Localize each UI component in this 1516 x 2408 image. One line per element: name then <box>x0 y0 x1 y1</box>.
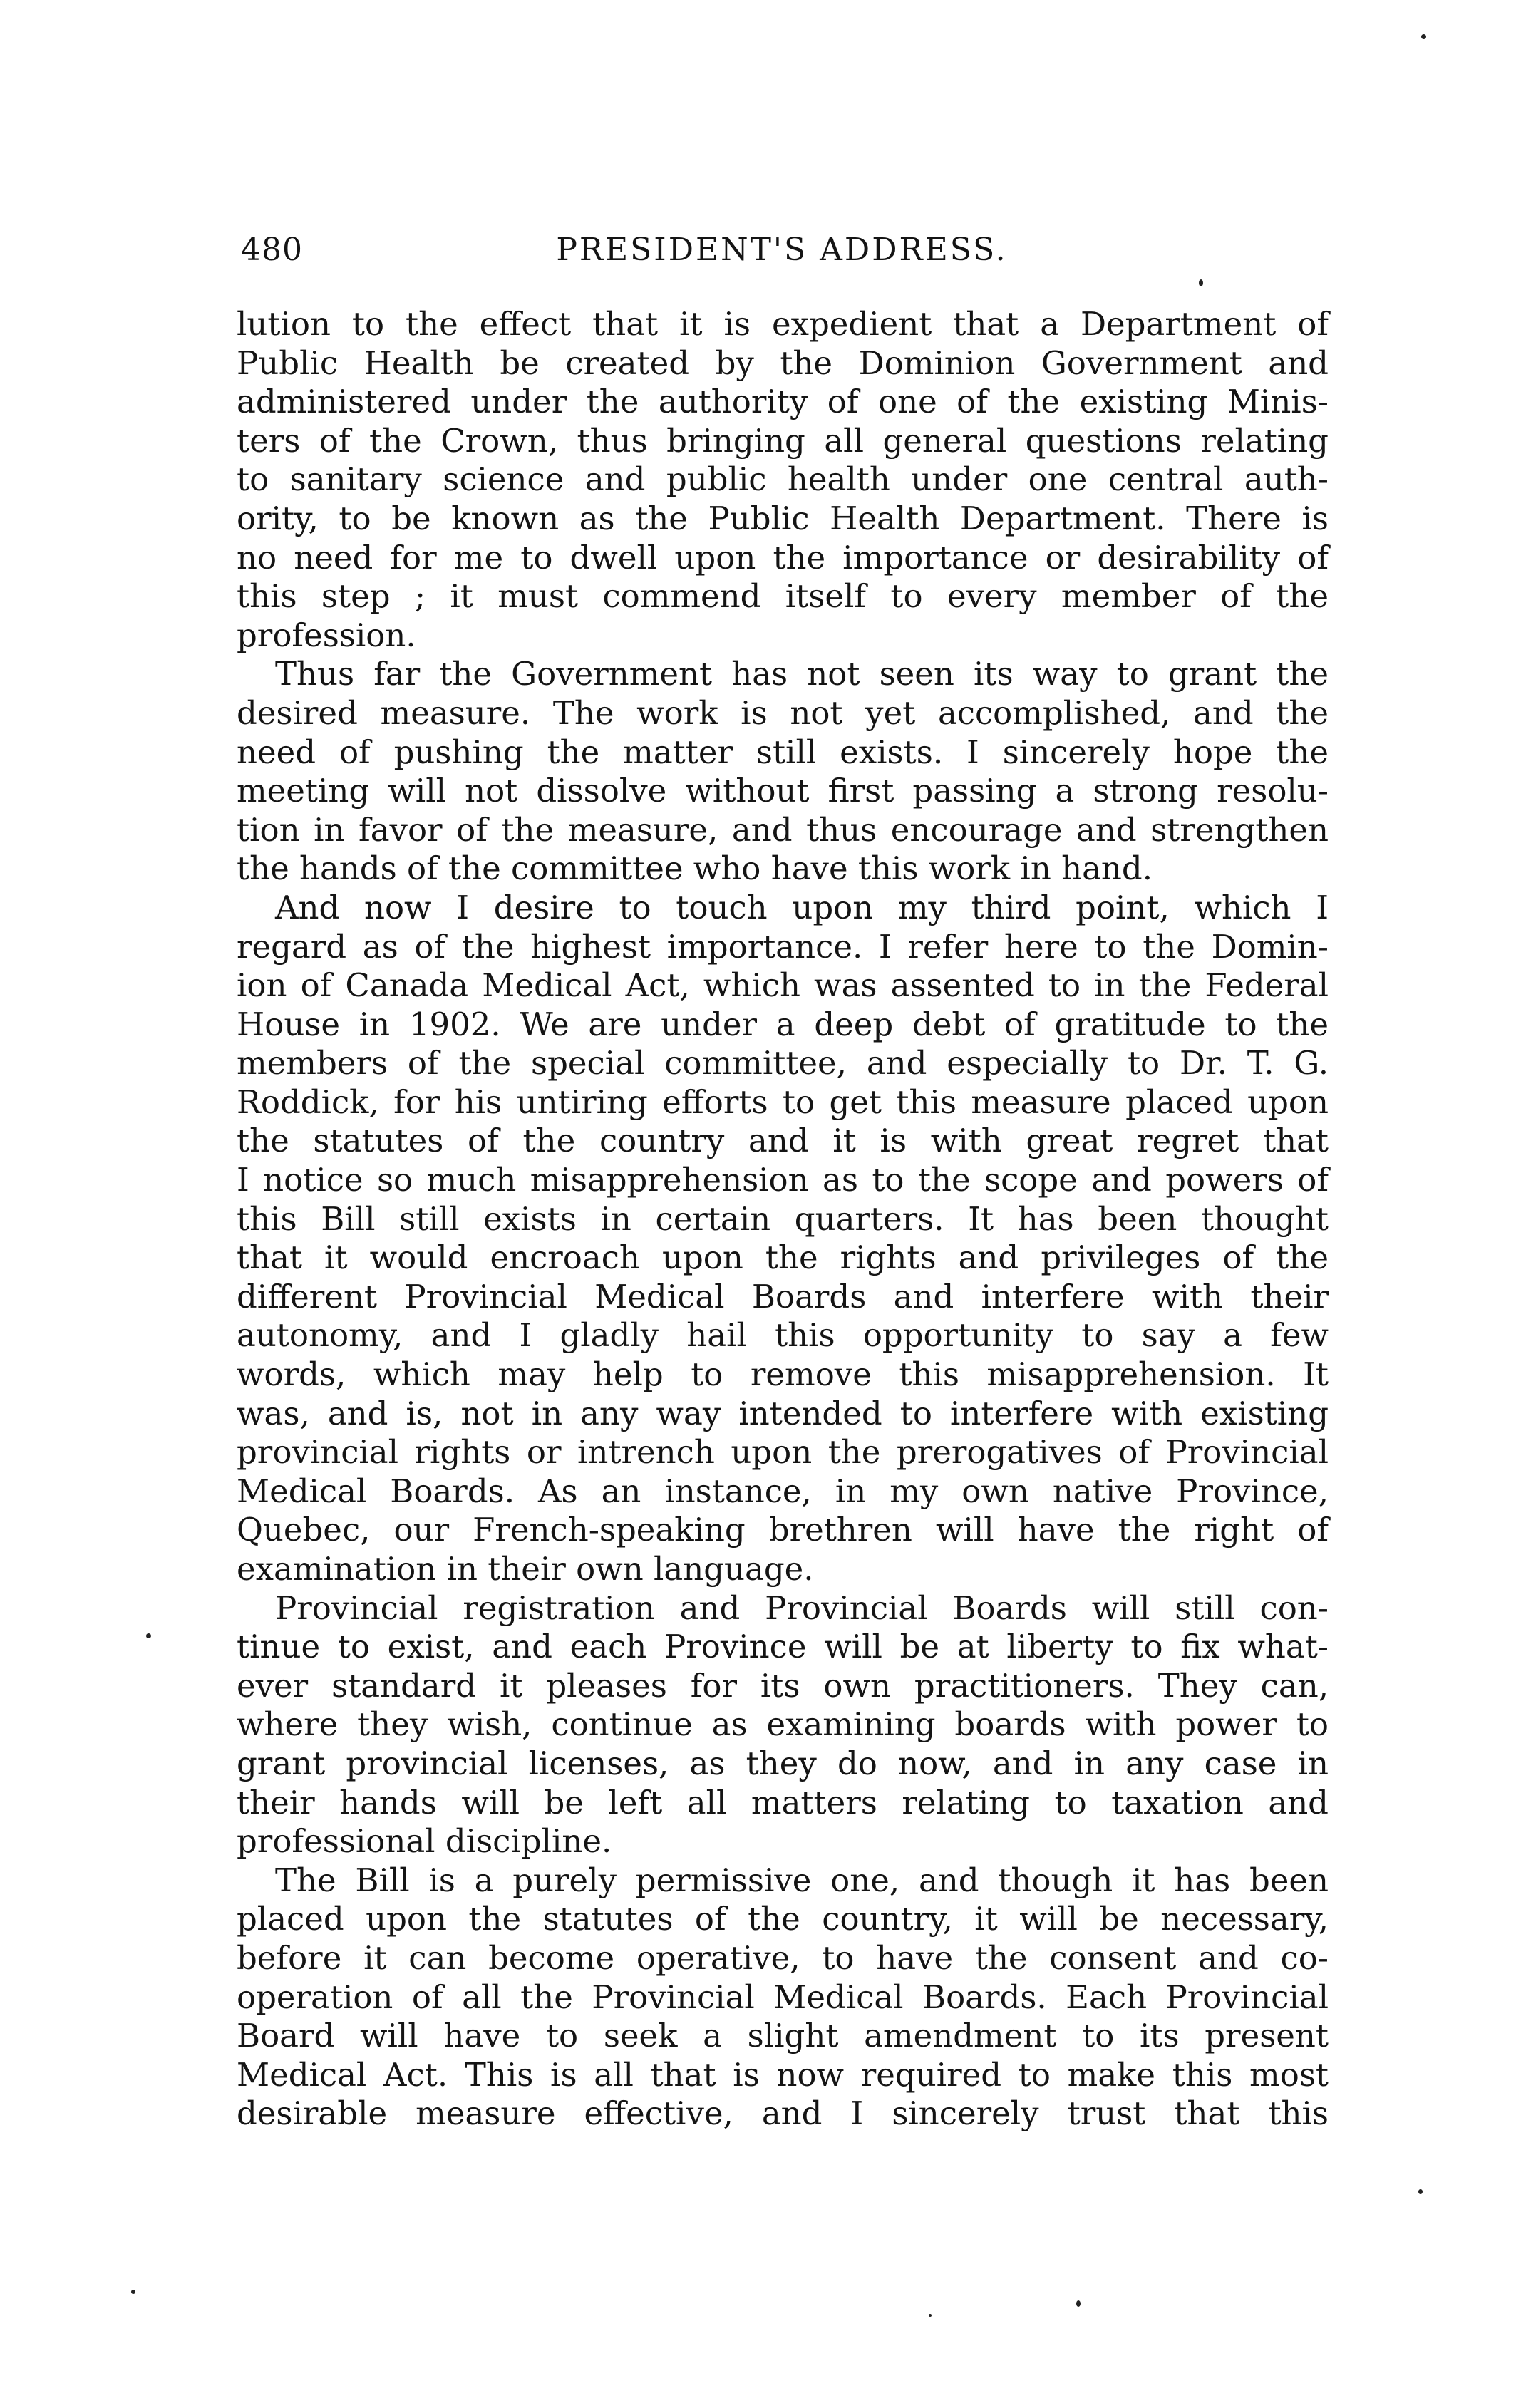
text-line: meeting will not dissolve without first passing a strong resolu- <box>237 772 1329 810</box>
text-line: ion of Canada Medical Act, which was assented to in the Federal <box>237 966 1329 1005</box>
text-line: And now I desire to touch upon my third point, which I <box>275 888 1329 926</box>
text-line: was, and is, not in any way intended to interfere with existing <box>237 1394 1329 1432</box>
running-title: PRESIDENT'S ADDRESS. <box>556 232 1008 268</box>
text-line: The Bill is a purely permissive one, and though it has been <box>275 1861 1329 1899</box>
text-line: this step ; it must commend itself to every member of the <box>237 577 1329 616</box>
text-line: Roddick, for his untiring efforts to get this measure placed upon <box>237 1082 1329 1121</box>
text-line: ority, to be known as the Public Health Department. There is <box>237 499 1329 537</box>
text-line: lution to the effect that it is expedient that a Department of <box>237 305 1329 343</box>
text-line: this Bill still exists in certain quarters. It has been thought <box>237 1199 1329 1238</box>
text-line: provincial rights or intrench upon the prerogatives of Provincial <box>237 1433 1329 1472</box>
text-line: where they wish, continue as examining boards with power to <box>237 1705 1329 1744</box>
text-line: I notice so much misapprehension as to the scope and powers of <box>237 1161 1329 1199</box>
text-line: Board will have to seek a slight amendment to its present <box>237 2017 1329 2055</box>
text-line: Medical Act. This is all that is now required to make this most <box>237 2055 1329 2094</box>
scan-speck <box>146 1633 151 1638</box>
text-line: professional discipline. <box>237 1822 612 1861</box>
text-line: ever standard it pleases for its own practitioners. They can, <box>237 1666 1329 1705</box>
text-line: House in 1902. We are under a deep debt of gratitude to the <box>237 1005 1329 1043</box>
text-line: regard as of the highest importance. I refer here to the Domin- <box>237 927 1329 966</box>
text-line: Public Health be created by the Dominion Government and <box>237 343 1329 382</box>
text-line: Quebec, our French-speaking brethren will have the right of <box>237 1511 1329 1549</box>
body-text <box>237 305 1329 2134</box>
text-line: no need for me to dwell upon the importance or desirability of <box>237 538 1329 577</box>
paragraph-2 <box>237 655 1329 889</box>
text-line: before it can become operative, to have the consent and co- <box>237 1938 1329 1977</box>
text-line: Medical Boards. As an instance, in my own native Province, <box>237 1472 1329 1510</box>
scan-speck <box>1199 279 1203 286</box>
text-line: autonomy, and I gladly hail this opportunity to say a few <box>237 1316 1329 1355</box>
text-line: examination in their own language. <box>237 1550 814 1588</box>
text-line: administered under the authority of one of the existing Minis- <box>237 383 1329 421</box>
page-number: 480 <box>241 232 303 268</box>
running-head <box>241 225 1323 275</box>
text-line: desirable measure effective, and I sincerely trust that this <box>237 2094 1329 2133</box>
text-line: Thus far the Government has not seen its way to grant the <box>275 655 1329 693</box>
text-line: the statutes of the country and it is with great regret that <box>237 1122 1329 1160</box>
paragraph-3 <box>237 889 1329 1589</box>
scan-speck <box>131 2290 135 2294</box>
scan-speck <box>929 2314 932 2317</box>
text-line: operation of all the Provincial Medical Boards. Each Provincial <box>237 1978 1329 2016</box>
scan-speck <box>1421 34 1426 39</box>
text-line: words, which may help to remove this misapprehension. It <box>237 1355 1329 1394</box>
scan-speck <box>1418 2189 1423 2194</box>
text-line: their hands will be left all matters relating to taxation and <box>237 1783 1329 1821</box>
text-line: Provincial registration and Provincial Boards will still con- <box>275 1588 1329 1627</box>
paragraph-1 <box>237 305 1329 655</box>
text-line: different Provincial Medical Boards and interfere with their <box>237 1277 1329 1316</box>
text-line: tinue to exist, and each Province will be at liberty to fix what- <box>237 1628 1329 1666</box>
text-line: that it would encroach upon the rights and privileges of the <box>237 1239 1329 1277</box>
text-line: the hands of the committee who have this work in hand. <box>237 849 1153 888</box>
text-line: profession. <box>237 616 416 654</box>
paragraph-5 <box>237 1861 1329 2134</box>
text-line: placed upon the statutes of the country, it will be necessary, <box>237 1900 1329 1938</box>
text-line: desired measure. The work is not yet accomplished, and the <box>237 693 1329 732</box>
paragraph-4 <box>237 1589 1329 1861</box>
scan-speck <box>1076 2300 1081 2307</box>
text-line: ters of the Crown, thus bringing all general questions relating <box>237 421 1329 460</box>
text-line: to sanitary science and public health under one central auth- <box>237 460 1329 499</box>
text-line: grant provincial licenses, as they do now, and in any case in <box>237 1744 1329 1782</box>
text-line: members of the special committee, and especially to Dr. T. G. <box>237 1044 1329 1082</box>
text-line: need of pushing the matter still exists. I sincerely hope the <box>237 733 1329 771</box>
text-line: tion in favor of the measure, and thus encourage and strengthen <box>237 810 1329 849</box>
